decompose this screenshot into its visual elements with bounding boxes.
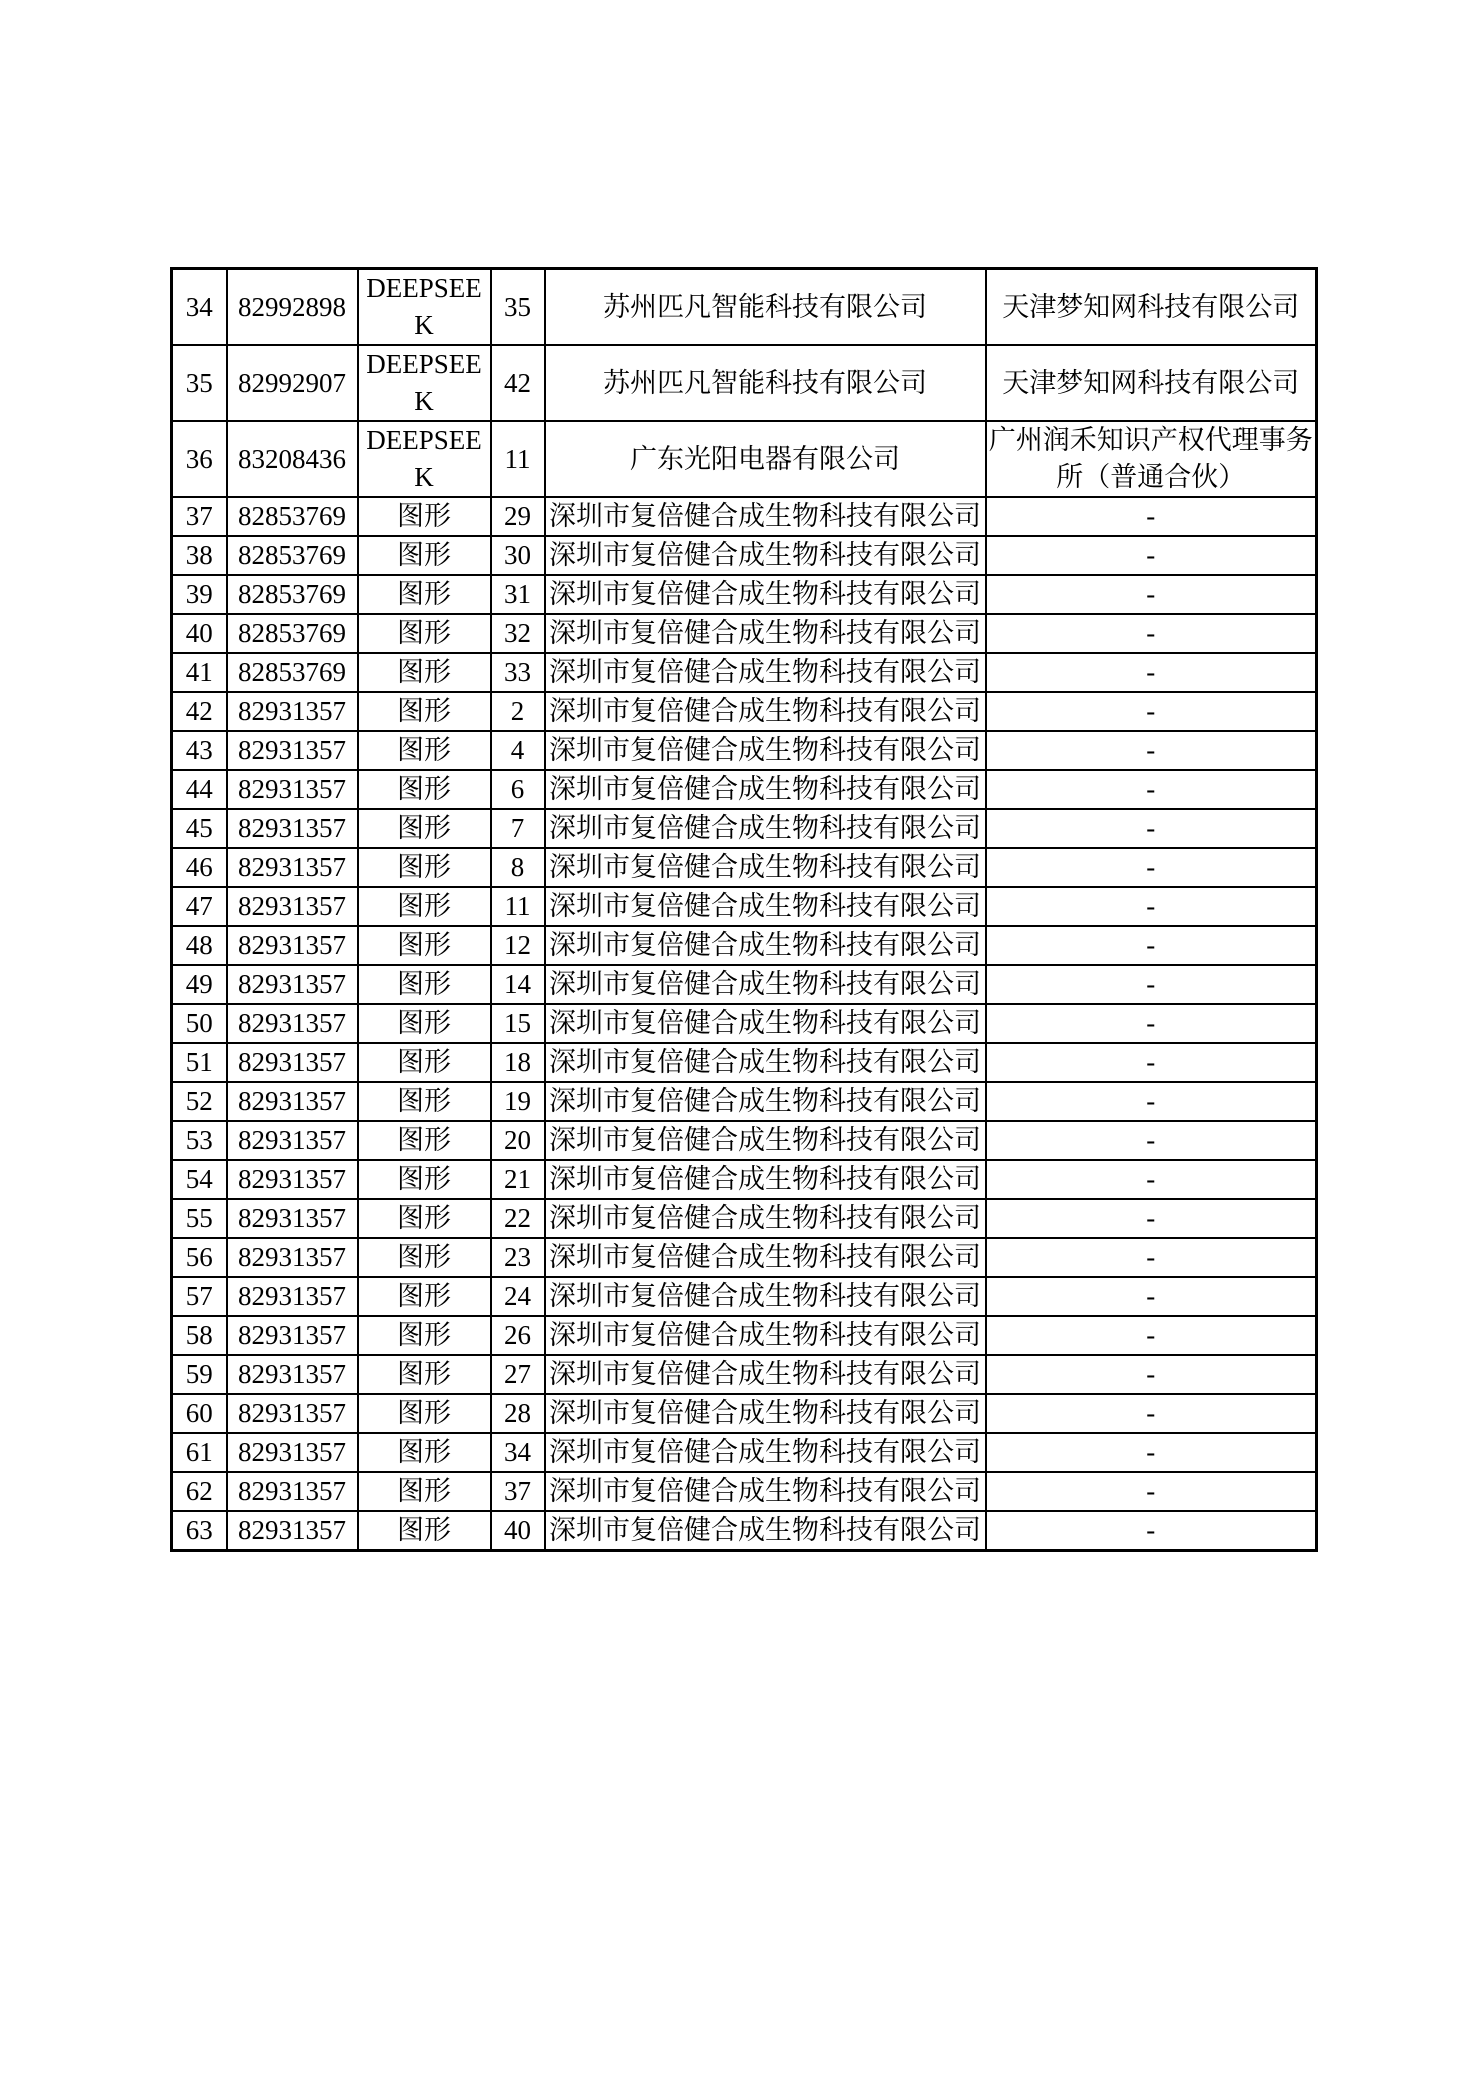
cell-trademark-name: 图形	[358, 497, 491, 536]
cell-agent-name: -	[986, 1511, 1317, 1551]
cell-trademark-name: 图形	[358, 1433, 491, 1472]
cell-class-number: 31	[491, 575, 545, 614]
cell-agent-name: -	[986, 1238, 1317, 1277]
cell-trademark-name: 图形	[358, 1472, 491, 1511]
table-row	[172, 1238, 1317, 1277]
cell-applicant-name: 深圳市复倍健合成生物科技有限公司	[545, 1394, 986, 1433]
cell-class-number: 27	[491, 1355, 545, 1394]
cell-trademark-name: 图形	[358, 614, 491, 653]
cell-application-number: 82931357	[227, 1121, 358, 1160]
cell-application-number: 82931357	[227, 1043, 358, 1082]
cell-agent-name: -	[986, 692, 1317, 731]
cell-seq-number: 39	[172, 575, 227, 614]
cell-applicant-name: 深圳市复倍健合成生物科技有限公司	[545, 731, 986, 770]
cell-trademark-name: 图形	[358, 1316, 491, 1355]
cell-agent-name: -	[986, 965, 1317, 1004]
cell-trademark-name: 图形	[358, 1199, 491, 1238]
cell-class-number: 34	[491, 1433, 545, 1472]
cell-seq-number: 37	[172, 497, 227, 536]
cell-trademark-name: 图形	[358, 887, 491, 926]
cell-agent-name: -	[986, 1277, 1317, 1316]
table-row	[172, 1394, 1317, 1433]
table-row	[172, 1082, 1317, 1121]
cell-class-number: 32	[491, 614, 545, 653]
cell-seq-number: 62	[172, 1472, 227, 1511]
table-row	[172, 1199, 1317, 1238]
cell-applicant-name: 深圳市复倍健合成生物科技有限公司	[545, 887, 986, 926]
cell-applicant-name: 深圳市复倍健合成生物科技有限公司	[545, 809, 986, 848]
table-row	[172, 1121, 1317, 1160]
cell-class-number: 33	[491, 653, 545, 692]
table-row	[172, 731, 1317, 770]
cell-seq-number: 41	[172, 653, 227, 692]
cell-seq-number: 54	[172, 1160, 227, 1199]
cell-agent-name: 天津梦知网科技有限公司	[986, 269, 1317, 346]
cell-seq-number: 55	[172, 1199, 227, 1238]
cell-class-number: 14	[491, 965, 545, 1004]
cell-seq-number: 40	[172, 614, 227, 653]
cell-application-number: 82931357	[227, 1433, 358, 1472]
cell-application-number: 82931357	[227, 1394, 358, 1433]
cell-trademark-name: 图形	[358, 731, 491, 770]
cell-trademark-name: DEEPSEEK	[358, 269, 491, 346]
cell-trademark-name: 图形	[358, 1355, 491, 1394]
cell-application-number: 82853769	[227, 653, 358, 692]
cell-trademark-name: 图形	[358, 536, 491, 575]
cell-application-number: 82931357	[227, 770, 358, 809]
table-row	[172, 1355, 1317, 1394]
cell-applicant-name: 深圳市复倍健合成生物科技有限公司	[545, 497, 986, 536]
table-row	[172, 1277, 1317, 1316]
cell-applicant-name: 苏州匹凡智能科技有限公司	[545, 269, 986, 346]
cell-seq-number: 63	[172, 1511, 227, 1551]
cell-class-number: 30	[491, 536, 545, 575]
trademark-table	[170, 267, 1318, 1552]
cell-class-number: 2	[491, 692, 545, 731]
table-row	[172, 1472, 1317, 1511]
cell-agent-name: -	[986, 1043, 1317, 1082]
cell-trademark-name: 图形	[358, 770, 491, 809]
cell-applicant-name: 深圳市复倍健合成生物科技有限公司	[545, 770, 986, 809]
cell-class-number: 26	[491, 1316, 545, 1355]
cell-trademark-name: DEEPSEEK	[358, 345, 491, 421]
table-row	[172, 1511, 1317, 1551]
cell-seq-number: 61	[172, 1433, 227, 1472]
cell-agent-name: -	[986, 887, 1317, 926]
cell-trademark-name: 图形	[358, 1004, 491, 1043]
cell-trademark-name: 图形	[358, 692, 491, 731]
cell-class-number: 4	[491, 731, 545, 770]
table-row	[172, 1004, 1317, 1043]
cell-application-number: 82931357	[227, 731, 358, 770]
cell-agent-name: -	[986, 1082, 1317, 1121]
cell-seq-number: 38	[172, 536, 227, 575]
cell-agent-name: -	[986, 614, 1317, 653]
cell-seq-number: 44	[172, 770, 227, 809]
cell-application-number: 82931357	[227, 1160, 358, 1199]
cell-trademark-name: 图形	[358, 1160, 491, 1199]
cell-agent-name: -	[986, 1004, 1317, 1043]
cell-applicant-name: 深圳市复倍健合成生物科技有限公司	[545, 1511, 986, 1551]
cell-applicant-name: 苏州匹凡智能科技有限公司	[545, 345, 986, 421]
cell-class-number: 23	[491, 1238, 545, 1277]
cell-class-number: 11	[491, 421, 545, 497]
table-row	[172, 1316, 1317, 1355]
cell-seq-number: 49	[172, 965, 227, 1004]
cell-agent-name: -	[986, 653, 1317, 692]
cell-class-number: 7	[491, 809, 545, 848]
cell-application-number: 82931357	[227, 848, 358, 887]
cell-applicant-name: 深圳市复倍健合成生物科技有限公司	[545, 1277, 986, 1316]
cell-application-number: 82853769	[227, 575, 358, 614]
cell-trademark-name: 图形	[358, 575, 491, 614]
cell-application-number: 82931357	[227, 926, 358, 965]
cell-applicant-name: 深圳市复倍健合成生物科技有限公司	[545, 1316, 986, 1355]
table-row	[172, 809, 1317, 848]
cell-seq-number: 47	[172, 887, 227, 926]
cell-trademark-name: 图形	[358, 1043, 491, 1082]
cell-seq-number: 43	[172, 731, 227, 770]
table-row	[172, 848, 1317, 887]
cell-class-number: 35	[491, 269, 545, 346]
table-row	[172, 926, 1317, 965]
table-row	[172, 692, 1317, 731]
cell-applicant-name: 深圳市复倍健合成生物科技有限公司	[545, 1160, 986, 1199]
cell-seq-number: 59	[172, 1355, 227, 1394]
cell-application-number: 82931357	[227, 1082, 358, 1121]
cell-class-number: 28	[491, 1394, 545, 1433]
table-row	[172, 887, 1317, 926]
cell-applicant-name: 深圳市复倍健合成生物科技有限公司	[545, 926, 986, 965]
cell-class-number: 21	[491, 1160, 545, 1199]
cell-class-number: 12	[491, 926, 545, 965]
cell-seq-number: 36	[172, 421, 227, 497]
cell-class-number: 29	[491, 497, 545, 536]
cell-trademark-name: 图形	[358, 848, 491, 887]
cell-class-number: 19	[491, 1082, 545, 1121]
cell-seq-number: 51	[172, 1043, 227, 1082]
cell-application-number: 82931357	[227, 1004, 358, 1043]
cell-trademark-name: 图形	[358, 1082, 491, 1121]
cell-application-number: 82931357	[227, 809, 358, 848]
cell-trademark-name: 图形	[358, 1238, 491, 1277]
cell-seq-number: 42	[172, 692, 227, 731]
cell-seq-number: 50	[172, 1004, 227, 1043]
cell-application-number: 82931357	[227, 1355, 358, 1394]
cell-applicant-name: 深圳市复倍健合成生物科技有限公司	[545, 1199, 986, 1238]
cell-seq-number: 53	[172, 1121, 227, 1160]
cell-application-number: 83208436	[227, 421, 358, 497]
cell-class-number: 20	[491, 1121, 545, 1160]
cell-agent-name: -	[986, 575, 1317, 614]
cell-seq-number: 46	[172, 848, 227, 887]
cell-agent-name: -	[986, 1355, 1317, 1394]
cell-applicant-name: 深圳市复倍健合成生物科技有限公司	[545, 575, 986, 614]
table-row	[172, 614, 1317, 653]
cell-trademark-name: 图形	[358, 926, 491, 965]
table-row	[172, 536, 1317, 575]
cell-seq-number: 48	[172, 926, 227, 965]
cell-applicant-name: 深圳市复倍健合成生物科技有限公司	[545, 536, 986, 575]
cell-agent-name: 广州润禾知识产权代理事务所（普通合伙）	[986, 421, 1317, 497]
cell-agent-name: -	[986, 1199, 1317, 1238]
table-row	[172, 497, 1317, 536]
cell-trademark-name: 图形	[358, 965, 491, 1004]
table-row	[172, 1160, 1317, 1199]
cell-applicant-name: 深圳市复倍健合成生物科技有限公司	[545, 848, 986, 887]
cell-application-number: 82931357	[227, 1238, 358, 1277]
cell-class-number: 40	[491, 1511, 545, 1551]
cell-agent-name: -	[986, 809, 1317, 848]
cell-trademark-name: 图形	[358, 1277, 491, 1316]
cell-agent-name: -	[986, 926, 1317, 965]
cell-class-number: 18	[491, 1043, 545, 1082]
cell-applicant-name: 深圳市复倍健合成生物科技有限公司	[545, 614, 986, 653]
cell-application-number: 82931357	[227, 1199, 358, 1238]
trademark-table-body	[172, 269, 1317, 1551]
cell-application-number: 82931357	[227, 1511, 358, 1551]
cell-applicant-name: 深圳市复倍健合成生物科技有限公司	[545, 965, 986, 1004]
cell-applicant-name: 深圳市复倍健合成生物科技有限公司	[545, 1043, 986, 1082]
cell-agent-name: -	[986, 770, 1317, 809]
table-row	[172, 575, 1317, 614]
cell-application-number: 82853769	[227, 497, 358, 536]
cell-seq-number: 52	[172, 1082, 227, 1121]
table-row	[172, 345, 1317, 421]
cell-applicant-name: 深圳市复倍健合成生物科技有限公司	[545, 1355, 986, 1394]
cell-seq-number: 34	[172, 269, 227, 346]
cell-agent-name: -	[986, 731, 1317, 770]
cell-seq-number: 35	[172, 345, 227, 421]
cell-applicant-name: 深圳市复倍健合成生物科技有限公司	[545, 1121, 986, 1160]
cell-agent-name: -	[986, 1394, 1317, 1433]
table-row	[172, 421, 1317, 497]
cell-class-number: 22	[491, 1199, 545, 1238]
cell-applicant-name: 深圳市复倍健合成生物科技有限公司	[545, 1433, 986, 1472]
cell-applicant-name: 深圳市复倍健合成生物科技有限公司	[545, 692, 986, 731]
cell-seq-number: 60	[172, 1394, 227, 1433]
cell-trademark-name: 图形	[358, 653, 491, 692]
cell-class-number: 37	[491, 1472, 545, 1511]
cell-applicant-name: 深圳市复倍健合成生物科技有限公司	[545, 1004, 986, 1043]
cell-agent-name: -	[986, 1433, 1317, 1472]
cell-applicant-name: 深圳市复倍健合成生物科技有限公司	[545, 653, 986, 692]
cell-applicant-name: 广东光阳电器有限公司	[545, 421, 986, 497]
cell-agent-name: -	[986, 1316, 1317, 1355]
cell-agent-name: -	[986, 1472, 1317, 1511]
table-row	[172, 1043, 1317, 1082]
cell-applicant-name: 深圳市复倍健合成生物科技有限公司	[545, 1082, 986, 1121]
cell-application-number: 82931357	[227, 1316, 358, 1355]
cell-application-number: 82931357	[227, 1472, 358, 1511]
cell-application-number: 82992898	[227, 269, 358, 346]
cell-application-number: 82992907	[227, 345, 358, 421]
cell-trademark-name: 图形	[358, 809, 491, 848]
cell-application-number: 82931357	[227, 1277, 358, 1316]
cell-class-number: 24	[491, 1277, 545, 1316]
cell-agent-name: -	[986, 497, 1317, 536]
cell-trademark-name: 图形	[358, 1394, 491, 1433]
table-row	[172, 269, 1317, 346]
cell-seq-number: 45	[172, 809, 227, 848]
table-row	[172, 770, 1317, 809]
table-row	[172, 653, 1317, 692]
cell-class-number: 15	[491, 1004, 545, 1043]
cell-class-number: 11	[491, 887, 545, 926]
cell-agent-name: -	[986, 1160, 1317, 1199]
cell-agent-name: 天津梦知网科技有限公司	[986, 345, 1317, 421]
cell-application-number: 82931357	[227, 692, 358, 731]
cell-trademark-name: 图形	[358, 1511, 491, 1551]
cell-application-number: 82853769	[227, 614, 358, 653]
table-row	[172, 1433, 1317, 1472]
cell-application-number: 82853769	[227, 536, 358, 575]
cell-agent-name: -	[986, 536, 1317, 575]
cell-agent-name: -	[986, 1121, 1317, 1160]
cell-applicant-name: 深圳市复倍健合成生物科技有限公司	[545, 1238, 986, 1277]
cell-agent-name: -	[986, 848, 1317, 887]
cell-seq-number: 58	[172, 1316, 227, 1355]
cell-class-number: 6	[491, 770, 545, 809]
cell-seq-number: 56	[172, 1238, 227, 1277]
table-row	[172, 965, 1317, 1004]
cell-application-number: 82931357	[227, 887, 358, 926]
cell-class-number: 8	[491, 848, 545, 887]
cell-class-number: 42	[491, 345, 545, 421]
cell-trademark-name: DEEPSEEK	[358, 421, 491, 497]
cell-trademark-name: 图形	[358, 1121, 491, 1160]
cell-seq-number: 57	[172, 1277, 227, 1316]
cell-application-number: 82931357	[227, 965, 358, 1004]
cell-applicant-name: 深圳市复倍健合成生物科技有限公司	[545, 1472, 986, 1511]
